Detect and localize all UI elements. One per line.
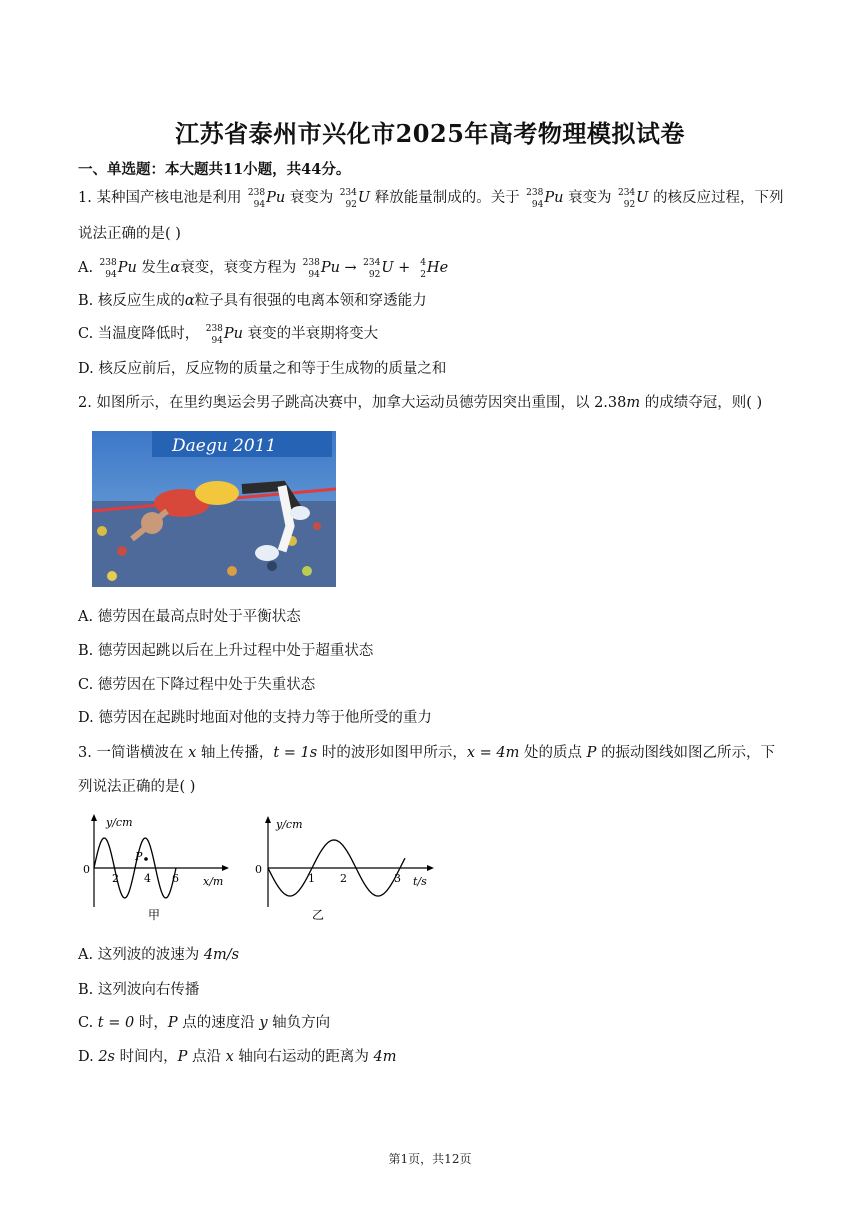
q3-text: 轴上传播， — [200, 745, 274, 761]
fig1-tick: 6 — [172, 872, 179, 885]
fig2-caption: 乙 — [312, 908, 325, 922]
u-symbol: U — [357, 190, 371, 206]
fig2-tick: 3 — [394, 872, 401, 885]
high-jump-photo — [92, 431, 336, 587]
distance-value: 4m — [373, 1049, 397, 1065]
q2-option-d: D. 德劳因在起跳时地面对他的支持力等于他所受的重力 — [78, 710, 432, 726]
q1-text: 衰变为 — [568, 190, 612, 206]
q3-text: 时的波形如图甲所示， — [321, 745, 467, 761]
fig1-caption: 甲 — [148, 908, 161, 922]
height-value: 2.38 — [594, 395, 627, 411]
q3-text: A. 这列波的波速为 — [78, 947, 200, 963]
u-isotope-notation: 234 92 — [363, 258, 381, 280]
figure-jia — [83, 814, 229, 922]
q1-option-b — [78, 291, 427, 311]
q3-option-d — [78, 1047, 396, 1067]
q1-text: 1. 某种国产核电池是利用 — [78, 190, 242, 206]
figure-yi — [255, 816, 434, 922]
q1-stem-line1 — [78, 188, 784, 208]
q3-option-b: B. 这列波向右传播 — [78, 982, 200, 998]
q3-text: 轴向右运动的距离为 — [238, 1049, 369, 1065]
pu-symbol: Pu — [266, 190, 286, 206]
x-symbol: x — [225, 1049, 234, 1065]
q1-text: 发生 — [141, 260, 171, 276]
point-p-symbol: P — [167, 1015, 178, 1031]
time-equation: t = 0 — [97, 1015, 135, 1031]
alpha-symbol: α — [184, 293, 195, 309]
pu-symbol: Pu — [117, 260, 137, 276]
q1-text: B. 核反应生成的 — [78, 293, 185, 309]
pu-isotope-notation: 238 94 — [247, 188, 266, 210]
q3-text: 3. 一简谐横波在 — [78, 745, 184, 761]
u-symbol: U — [381, 260, 394, 276]
q2-text: 的成绩夺冠，则( ) — [644, 395, 763, 411]
position-equation: x = 4m — [466, 745, 520, 761]
pu-symbol: Pu — [223, 326, 244, 342]
pu-isotope-notation: 238 94 — [99, 258, 117, 280]
time-equation: t = 1s — [273, 745, 318, 761]
q3-text: 时， — [138, 1015, 168, 1031]
q1-text: C. 当温度降低时， — [78, 326, 200, 342]
plus-symbol: + — [398, 260, 411, 276]
q1-text: 衰变的半衰期将变大 — [247, 326, 379, 342]
point-p-symbol: P — [586, 745, 597, 761]
q3-option-a — [78, 945, 239, 965]
q1-text: 的核反应过程，下列 — [653, 190, 784, 206]
q1-option-a — [78, 258, 448, 278]
q3-text: 处的质点 — [523, 745, 582, 761]
q3-stem-line2: 列说法正确的是( ) — [78, 779, 196, 795]
photo-banner-text: Daegu 2011 — [172, 436, 277, 456]
pu-isotope-notation: 238 94 — [205, 324, 223, 346]
q2-option-a: A. 德劳因在最高点时处于平衡状态 — [78, 609, 301, 625]
page-footer: 第1页，共12页 — [388, 1152, 472, 1166]
pu-isotope-notation: 238 94 — [302, 258, 320, 280]
fig1-tick: 4 — [144, 872, 151, 885]
time-value: 2s — [98, 1049, 115, 1065]
he-isotope-notation: 4 2 — [420, 258, 426, 280]
wave-figures — [80, 812, 440, 927]
q1-option-c — [78, 324, 378, 344]
u-symbol: U — [636, 190, 649, 206]
fig1-xlabel: x/m — [203, 875, 224, 888]
q2-option-c: C. 德劳因在下降过程中处于失重状态 — [78, 677, 316, 693]
pu-symbol: Pu — [544, 190, 564, 206]
q3-text: 的振动图线如图乙所示，下 — [600, 745, 775, 761]
q2-option-b: B. 德劳因起跳以后在上升过程中处于超重状态 — [78, 643, 374, 659]
q1-stem-line2: 说法正确的是( ) — [78, 226, 181, 242]
option-letter: C. — [78, 1015, 94, 1031]
q1-text: 衰变，衰变方程为 — [180, 260, 297, 276]
q1-text: 衰变为 — [289, 190, 334, 206]
q1-text: 粒子具有很强的电离本领和穿透能力 — [194, 293, 427, 309]
u-isotope-notation: 234 92 — [339, 188, 357, 210]
he-symbol: He — [426, 260, 449, 276]
fig2-ylabel: y/cm — [276, 818, 303, 831]
q3-text: 点的速度沿 — [182, 1015, 255, 1031]
fig2-tick: 2 — [340, 872, 347, 885]
fig1-ylabel: y/cm — [106, 816, 133, 829]
q3-stem-line1 — [78, 743, 775, 763]
q3-text: 点沿 — [191, 1049, 221, 1065]
q3-text: 轴负方向 — [272, 1015, 331, 1031]
arrow-symbol: → — [344, 260, 357, 276]
section-heading: 一、单选题：本大题共11小题，共44分。 — [78, 161, 351, 178]
q1-option-d: D. 核反应前后，反应物的质量之和等于生成物的质量之和 — [78, 361, 447, 377]
alpha-symbol: α — [170, 260, 181, 276]
q3-option-c — [78, 1013, 330, 1033]
pu-isotope-notation: 238 94 — [526, 188, 544, 210]
pu-symbol: Pu — [320, 260, 340, 276]
fig2-tick: 1 — [308, 872, 315, 885]
page-title: 江苏省泰州市兴化市2025年高考物理模拟试卷 — [175, 119, 685, 148]
height-unit: m — [626, 395, 641, 411]
u-isotope-notation: 234 92 — [617, 188, 636, 210]
fig2-xlabel: t/s — [413, 875, 427, 888]
fig1-point-label: P — [135, 850, 143, 863]
q1-text: 释放能量制成的。关于 — [374, 190, 520, 206]
q3-text: 时间内， — [119, 1049, 178, 1065]
y-symbol: y — [259, 1015, 268, 1031]
point-p-symbol: P — [177, 1049, 188, 1065]
q2-text: 2. 如图所示，在里约奥运会男子跳高决赛中，加拿大运动员德劳因突出重围，以 — [78, 395, 590, 411]
fig1-tick: 2 — [112, 872, 119, 885]
speed-value: 4m/s — [203, 947, 240, 963]
fig2-origin: 0 — [255, 863, 262, 876]
x-symbol: x — [188, 745, 197, 761]
fig1-origin: 0 — [83, 863, 90, 876]
option-letter: D. — [78, 1049, 94, 1065]
option-letter: A. — [78, 260, 94, 276]
q2-stem — [78, 393, 762, 413]
